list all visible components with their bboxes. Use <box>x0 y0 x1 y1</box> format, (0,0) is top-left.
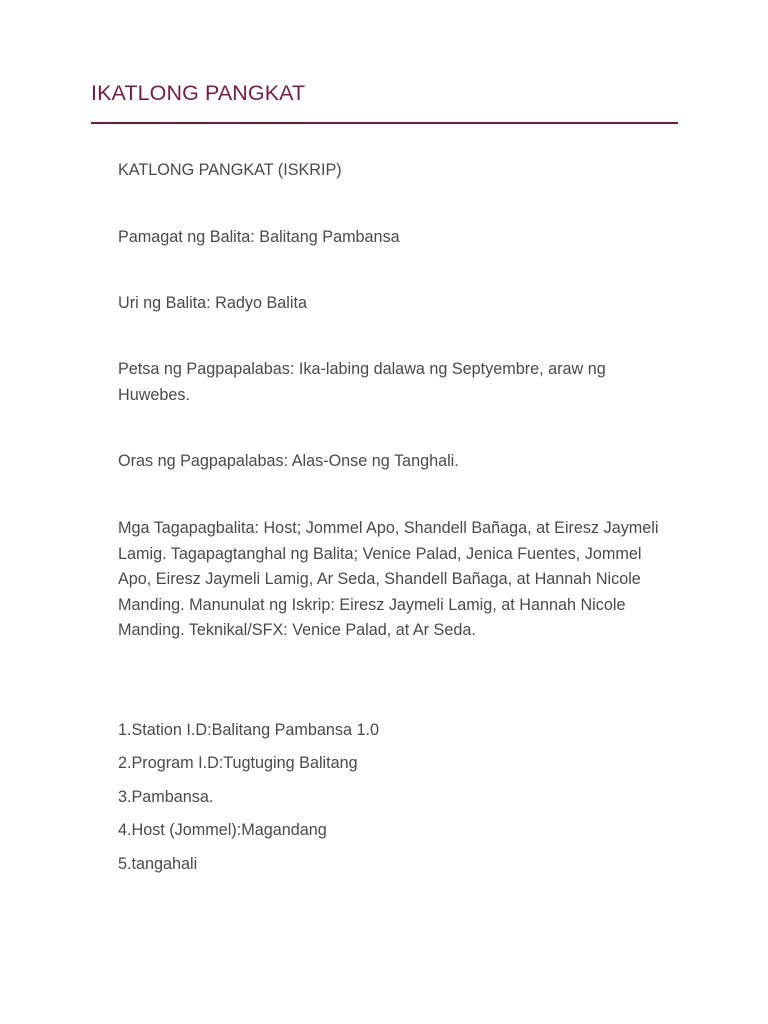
list-item: 1.Station I.D:Balitang Pambansa 1.0 <box>118 721 379 739</box>
document-heading: IKATLONG PANGKAT <box>91 81 306 105</box>
list-item: 4.Host (Jommel):Magandang <box>118 821 327 840</box>
list-item: 3.Pambansa. <box>118 787 214 806</box>
broadcast-date-paragraph: Petsa ng Pagpapalabas: Ika-labing dalawa ng Septyembre, araw ng Huwebes. <box>118 360 606 404</box>
script-title-paragraph: KATLONG PANGKAT (ISKRIP) <box>118 161 342 179</box>
news-type-paragraph: Uri ng Balita: Radyo Balita <box>118 294 307 312</box>
list-item: 5.tangahali <box>118 854 198 873</box>
list-item: 2.Program I.D:Tugtuging Balitang <box>118 754 358 773</box>
news-title-paragraph: Pamagat ng Balita: Balitang Pambansa <box>118 228 400 246</box>
script-lines-list <box>118 718 379 885</box>
broadcast-time-paragraph: Oras ng Pagpapalabas: Alas-Onse ng Tanghali. <box>118 452 459 470</box>
reporters-paragraph: Mga Tagapagbalita: Host; Jommel Apo, Shandell Bañaga, at Eiresz Jaymeli Lamig. Tagapagtanghal ng Balita; Venice Palad, Jenica Fuentes, Jommel Apo, Eiresz Jaymeli Lamig, Ar Seda, Shandell Bañaga, at Hannah Nicole Manding. Manunulat ng Iskrip: Eiresz Jaymeli Lamig, at Hannah Nicole Manding. Teknikal/SFX: Venice Palad, at Ar Seda. <box>118 519 659 640</box>
heading-divider <box>91 122 678 124</box>
